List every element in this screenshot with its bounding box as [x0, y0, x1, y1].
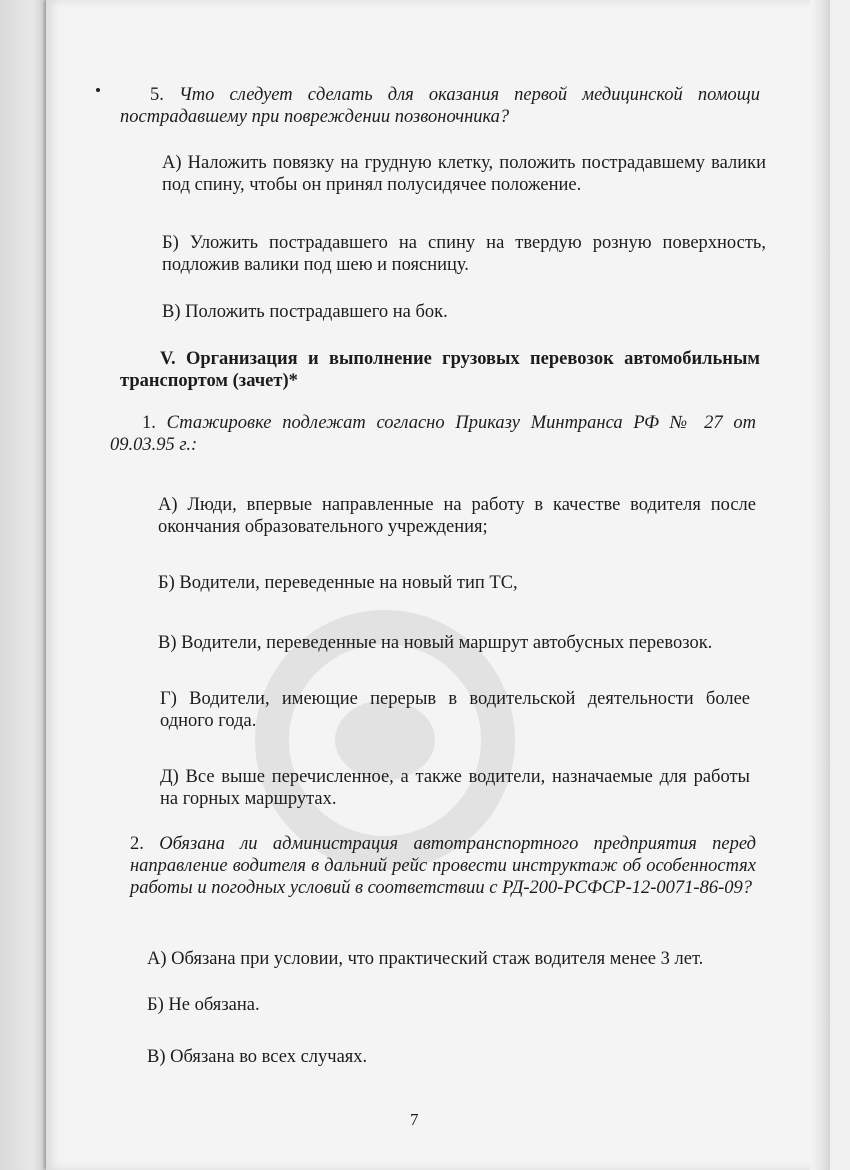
- q1-option-e: Д) Все выше перечисленное, а также водители, назначаемые для работы на горных маршрутах.: [160, 767, 750, 809]
- section-heading: V. Организация и выполнение грузовых перевозок автомобильным транспортом (зачет)*: [120, 349, 760, 391]
- q5-option-b: Б) Уложить пострадавшего на спину на твердую розную поверхность, подложив валики под шею и поясницу.: [162, 233, 766, 275]
- page-number: 7: [410, 1110, 419, 1129]
- q2-option-a: А) Обязана при условии, что практический стаж водителя менее 3 лет.: [147, 949, 704, 969]
- question-5-number: 5.: [150, 85, 164, 105]
- q1-option-b: Б) Водители, переведенные на новый тип ТС,: [158, 573, 518, 593]
- scan-left-margin: [0, 0, 46, 1170]
- q5-option-c: В) Положить пострадавшего на бок.: [162, 302, 448, 322]
- question-5: [120, 84, 760, 128]
- question-2-text: Обязана ли администрация автотранспортного предприятия перед направление водителя в дальний рейс провести инструктаж об особенностях работы и погодных условий в соответствии с РД-200-РСФСР-12-0071-86-09?: [130, 834, 756, 898]
- question-5-text: Что следует сделать для оказания первой медицинской помощи пострадавшему при повреждении позвоночника?: [120, 85, 760, 127]
- q1-option-a: А) Люди, впервые направленные на работу в качестве водителя после окончания образовательного учреждения;: [158, 495, 756, 537]
- q1-option-d: Г) Водители, имеющие перерыв в водительской деятельности более одного года.: [160, 689, 750, 731]
- question-2: [130, 833, 756, 899]
- margin-dot: [96, 88, 100, 92]
- q2-option-b: Б) Не обязана.: [147, 995, 260, 1015]
- q2-option-c: В) Обязана во всех случаях.: [147, 1047, 368, 1067]
- question-1-number: 1.: [142, 413, 156, 433]
- question-2-number: 2.: [130, 834, 144, 854]
- q5-option-a: А) Наложить повязку на грудную клетку, положить пострадавшему валики под спину, чтобы он принял полусидячее положение.: [162, 153, 766, 195]
- question-1: [110, 412, 756, 456]
- question-1-text: Стажировке подлежат согласно Приказу Минтранса РФ № 27 от 09.03.95 г.:: [110, 413, 757, 455]
- scan-right-edge: [810, 0, 830, 1170]
- q1-option-c: В) Водители, переведенные на новый маршрут автобусных перевозок.: [158, 633, 713, 653]
